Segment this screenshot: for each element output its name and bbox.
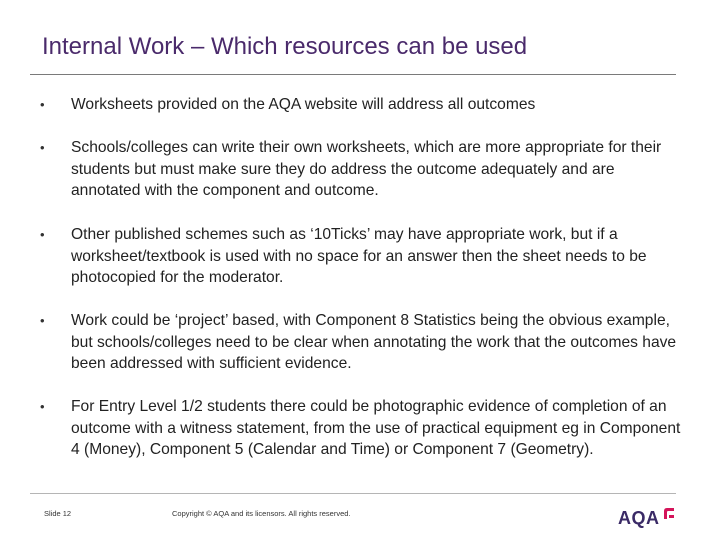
bullet-text: Schools/colleges can write their own worksheets, which are more appropriate for their students but must make sure they do address the outcome adequately and are annotated with the component and outcome. bbox=[71, 139, 662, 199]
logo-text: AQA bbox=[618, 508, 660, 528]
slide-title: Internal Work – Which resources can be used bbox=[42, 33, 528, 60]
bullet-text: Other published schemes such as ‘10Ticks’ may have appropriate work, but if a worksheet/textbook is used with no space for an answer then the sheet needs to be photocopied for the moderator. bbox=[71, 226, 647, 286]
bullet-marker: • bbox=[40, 227, 45, 242]
logo-swoosh-icon bbox=[662, 507, 676, 523]
bullet-marker: • bbox=[40, 313, 45, 328]
slide-number: Slide 12 bbox=[44, 509, 72, 518]
footer-divider bbox=[30, 493, 676, 494]
bullet-marker: • bbox=[40, 97, 45, 112]
bullet-text: Worksheets provided on the AQA website will address all outcomes bbox=[71, 96, 536, 113]
bullet-text: For Entry Level 1/2 students there could be photographic evidence of completion of an outcome with a witness statement, from the use of practical equipment eg in Component 4 (Money), Component 5 (Calendar and Time) or Component 7 (Geometry). bbox=[71, 398, 681, 458]
title-divider bbox=[30, 74, 676, 75]
bullet-marker: • bbox=[40, 140, 45, 155]
aqa-logo bbox=[618, 505, 676, 531]
bullet-text: Work could be ‘project’ based, with Component 8 Statistics being the obvious example, but schools/colleges need to be clear when annotating the work that the outcomes have been addressed with sufficient evidence. bbox=[71, 312, 677, 372]
copyright-notice: Copyright © AQA and its licensors. All rights reserved. bbox=[172, 509, 351, 518]
bullet-marker: • bbox=[40, 399, 45, 414]
